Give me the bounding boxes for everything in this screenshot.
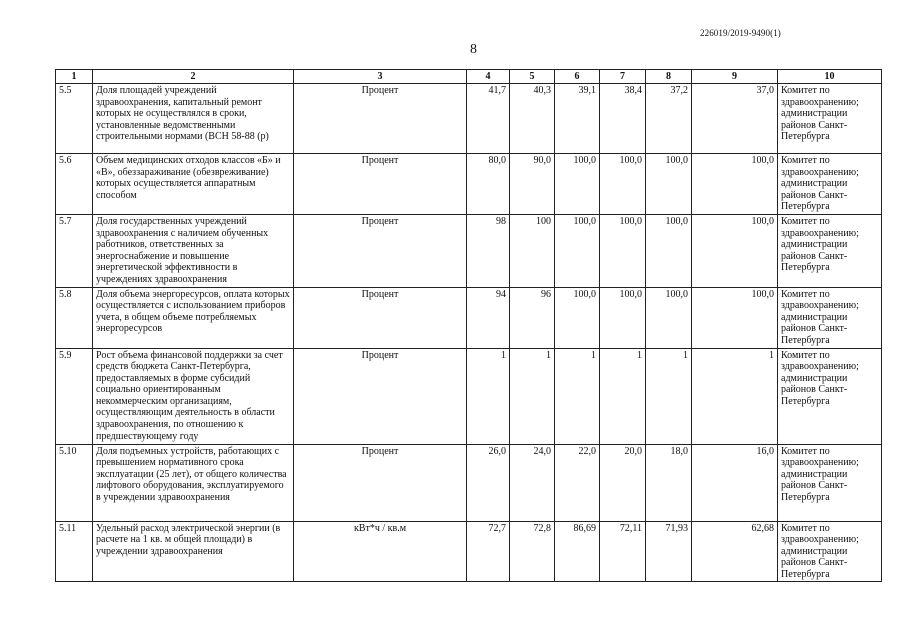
column-header: 6 (555, 70, 600, 84)
responsible-body: Комитет по здравоохранению; администрации районов Санкт-Петербурга (778, 444, 882, 521)
unit-of-measure: Процент (294, 444, 467, 521)
value-cell: 38,4 (600, 84, 646, 154)
value-cell: 94 (467, 287, 510, 348)
value-cell: 16,0 (692, 444, 778, 521)
value-cell: 80,0 (467, 154, 510, 215)
value-cell: 37,0 (692, 84, 778, 154)
indicator-name: Рост объема финансовой поддержки за счет средств бюджета Санкт-Петербурга, предоставляемых в форме субсидий социально ориентированным некоммерческим организациям, осуществляющим деятельность в области здравоохранения, по отношению к предшествующему году (93, 348, 294, 444)
column-header: 10 (778, 70, 882, 84)
value-cell: 86,69 (555, 521, 600, 582)
indicator-name: Доля объема энергоресурсов, оплата которых осуществляется с использованием приборов учета, в общем объеме потребляемых энергоресурсов (93, 287, 294, 348)
value-cell: 98 (467, 214, 510, 287)
value-cell: 39,1 (555, 84, 600, 154)
value-cell: 71,93 (646, 521, 692, 582)
column-header: 8 (646, 70, 692, 84)
table-row (56, 84, 882, 154)
responsible-body: Комитет по здравоохранению; администрации районов Санкт-Петербурга (778, 521, 882, 582)
column-header: 5 (510, 70, 555, 84)
value-cell: 96 (510, 287, 555, 348)
value-cell: 100,0 (555, 214, 600, 287)
indicator-name: Доля площадей учреждений здравоохранения, капитальный ремонт которых не осуществлялся в сроки, установленные ведомственными строительными нормами (ВСН 58-88 (р) (93, 84, 294, 154)
value-cell: 100 (510, 214, 555, 287)
value-cell: 40,3 (510, 84, 555, 154)
page-number: 8 (470, 42, 477, 57)
value-cell: 100,0 (600, 287, 646, 348)
value-cell: 100,0 (646, 287, 692, 348)
value-cell: 90,0 (510, 154, 555, 215)
value-cell: 24,0 (510, 444, 555, 521)
value-cell: 100,0 (692, 214, 778, 287)
value-cell: 72,8 (510, 521, 555, 582)
unit-of-measure: кВт*ч / кв.м (294, 521, 467, 582)
column-header: 1 (56, 70, 93, 84)
row-number: 5.9 (56, 348, 93, 444)
indicator-name: Удельный расход электрической энергии (в расчете на 1 кв. м общей площади) в учреждении здравоохранения (93, 521, 294, 582)
table-row (56, 521, 882, 582)
row-number: 5.6 (56, 154, 93, 215)
document-id: 226019/2019-9490(1) (700, 28, 781, 38)
column-header: 7 (600, 70, 646, 84)
header-row (56, 70, 882, 84)
unit-of-measure: Процент (294, 84, 467, 154)
value-cell: 100,0 (646, 154, 692, 215)
value-cell: 1 (692, 348, 778, 444)
table-row (56, 444, 882, 521)
unit-of-measure: Процент (294, 348, 467, 444)
value-cell: 20,0 (600, 444, 646, 521)
value-cell: 1 (646, 348, 692, 444)
indicator-name: Объем медицинских отходов классов «Б» и «В», обеззараживание (обезвреживание) которых осуществляется аппаратным способом (93, 154, 294, 215)
value-cell: 100,0 (600, 214, 646, 287)
value-cell: 1 (600, 348, 646, 444)
indicator-name: Доля государственных учреждений здравоохранения с наличием обученных работников, ответственных за энергоснабжение и повышение энергетической эффективности в учреждениях здравоохранения (93, 214, 294, 287)
indicator-name: Доля подъемных устройств, работающих с превышением нормативного срока эксплуатации (25 лет), от общего количества лифтового оборудования, эксплуатируемого в учреждении здравоохранения (93, 444, 294, 521)
column-header: 2 (93, 70, 294, 84)
unit-of-measure: Процент (294, 214, 467, 287)
row-number: 5.8 (56, 287, 93, 348)
value-cell: 37,2 (646, 84, 692, 154)
row-number: 5.7 (56, 214, 93, 287)
value-cell: 1 (510, 348, 555, 444)
responsible-body: Комитет по здравоохранению; администрации районов Санкт-Петербурга (778, 348, 882, 444)
column-header: 9 (692, 70, 778, 84)
column-header: 3 (294, 70, 467, 84)
value-cell: 100,0 (646, 214, 692, 287)
value-cell: 100,0 (555, 154, 600, 215)
responsible-body: Комитет по здравоохранению; администрации районов Санкт-Петербурга (778, 214, 882, 287)
row-number: 5.10 (56, 444, 93, 521)
responsible-body: Комитет по здравоохранению; администрации районов Санкт-Петербурга (778, 84, 882, 154)
value-cell: 100,0 (555, 287, 600, 348)
column-header: 4 (467, 70, 510, 84)
row-number: 5.11 (56, 521, 93, 582)
value-cell: 72,7 (467, 521, 510, 582)
table-row (56, 154, 882, 215)
responsible-body: Комитет по здравоохранению; администрации районов Санкт-Петербурга (778, 154, 882, 215)
value-cell: 18,0 (646, 444, 692, 521)
unit-of-measure: Процент (294, 154, 467, 215)
value-cell: 1 (555, 348, 600, 444)
row-number: 5.5 (56, 84, 93, 154)
value-cell: 26,0 (467, 444, 510, 521)
unit-of-measure: Процент (294, 287, 467, 348)
value-cell: 100,0 (692, 287, 778, 348)
value-cell: 1 (467, 348, 510, 444)
table-row (56, 214, 882, 287)
value-cell: 22,0 (555, 444, 600, 521)
table-row (56, 348, 882, 444)
value-cell: 62,68 (692, 521, 778, 582)
responsible-body: Комитет по здравоохранению; администрации районов Санкт-Петербурга (778, 287, 882, 348)
value-cell: 100,0 (692, 154, 778, 215)
value-cell: 72,11 (600, 521, 646, 582)
table-row (56, 287, 882, 348)
indicators-table (55, 69, 882, 582)
value-cell: 100,0 (600, 154, 646, 215)
value-cell: 41,7 (467, 84, 510, 154)
